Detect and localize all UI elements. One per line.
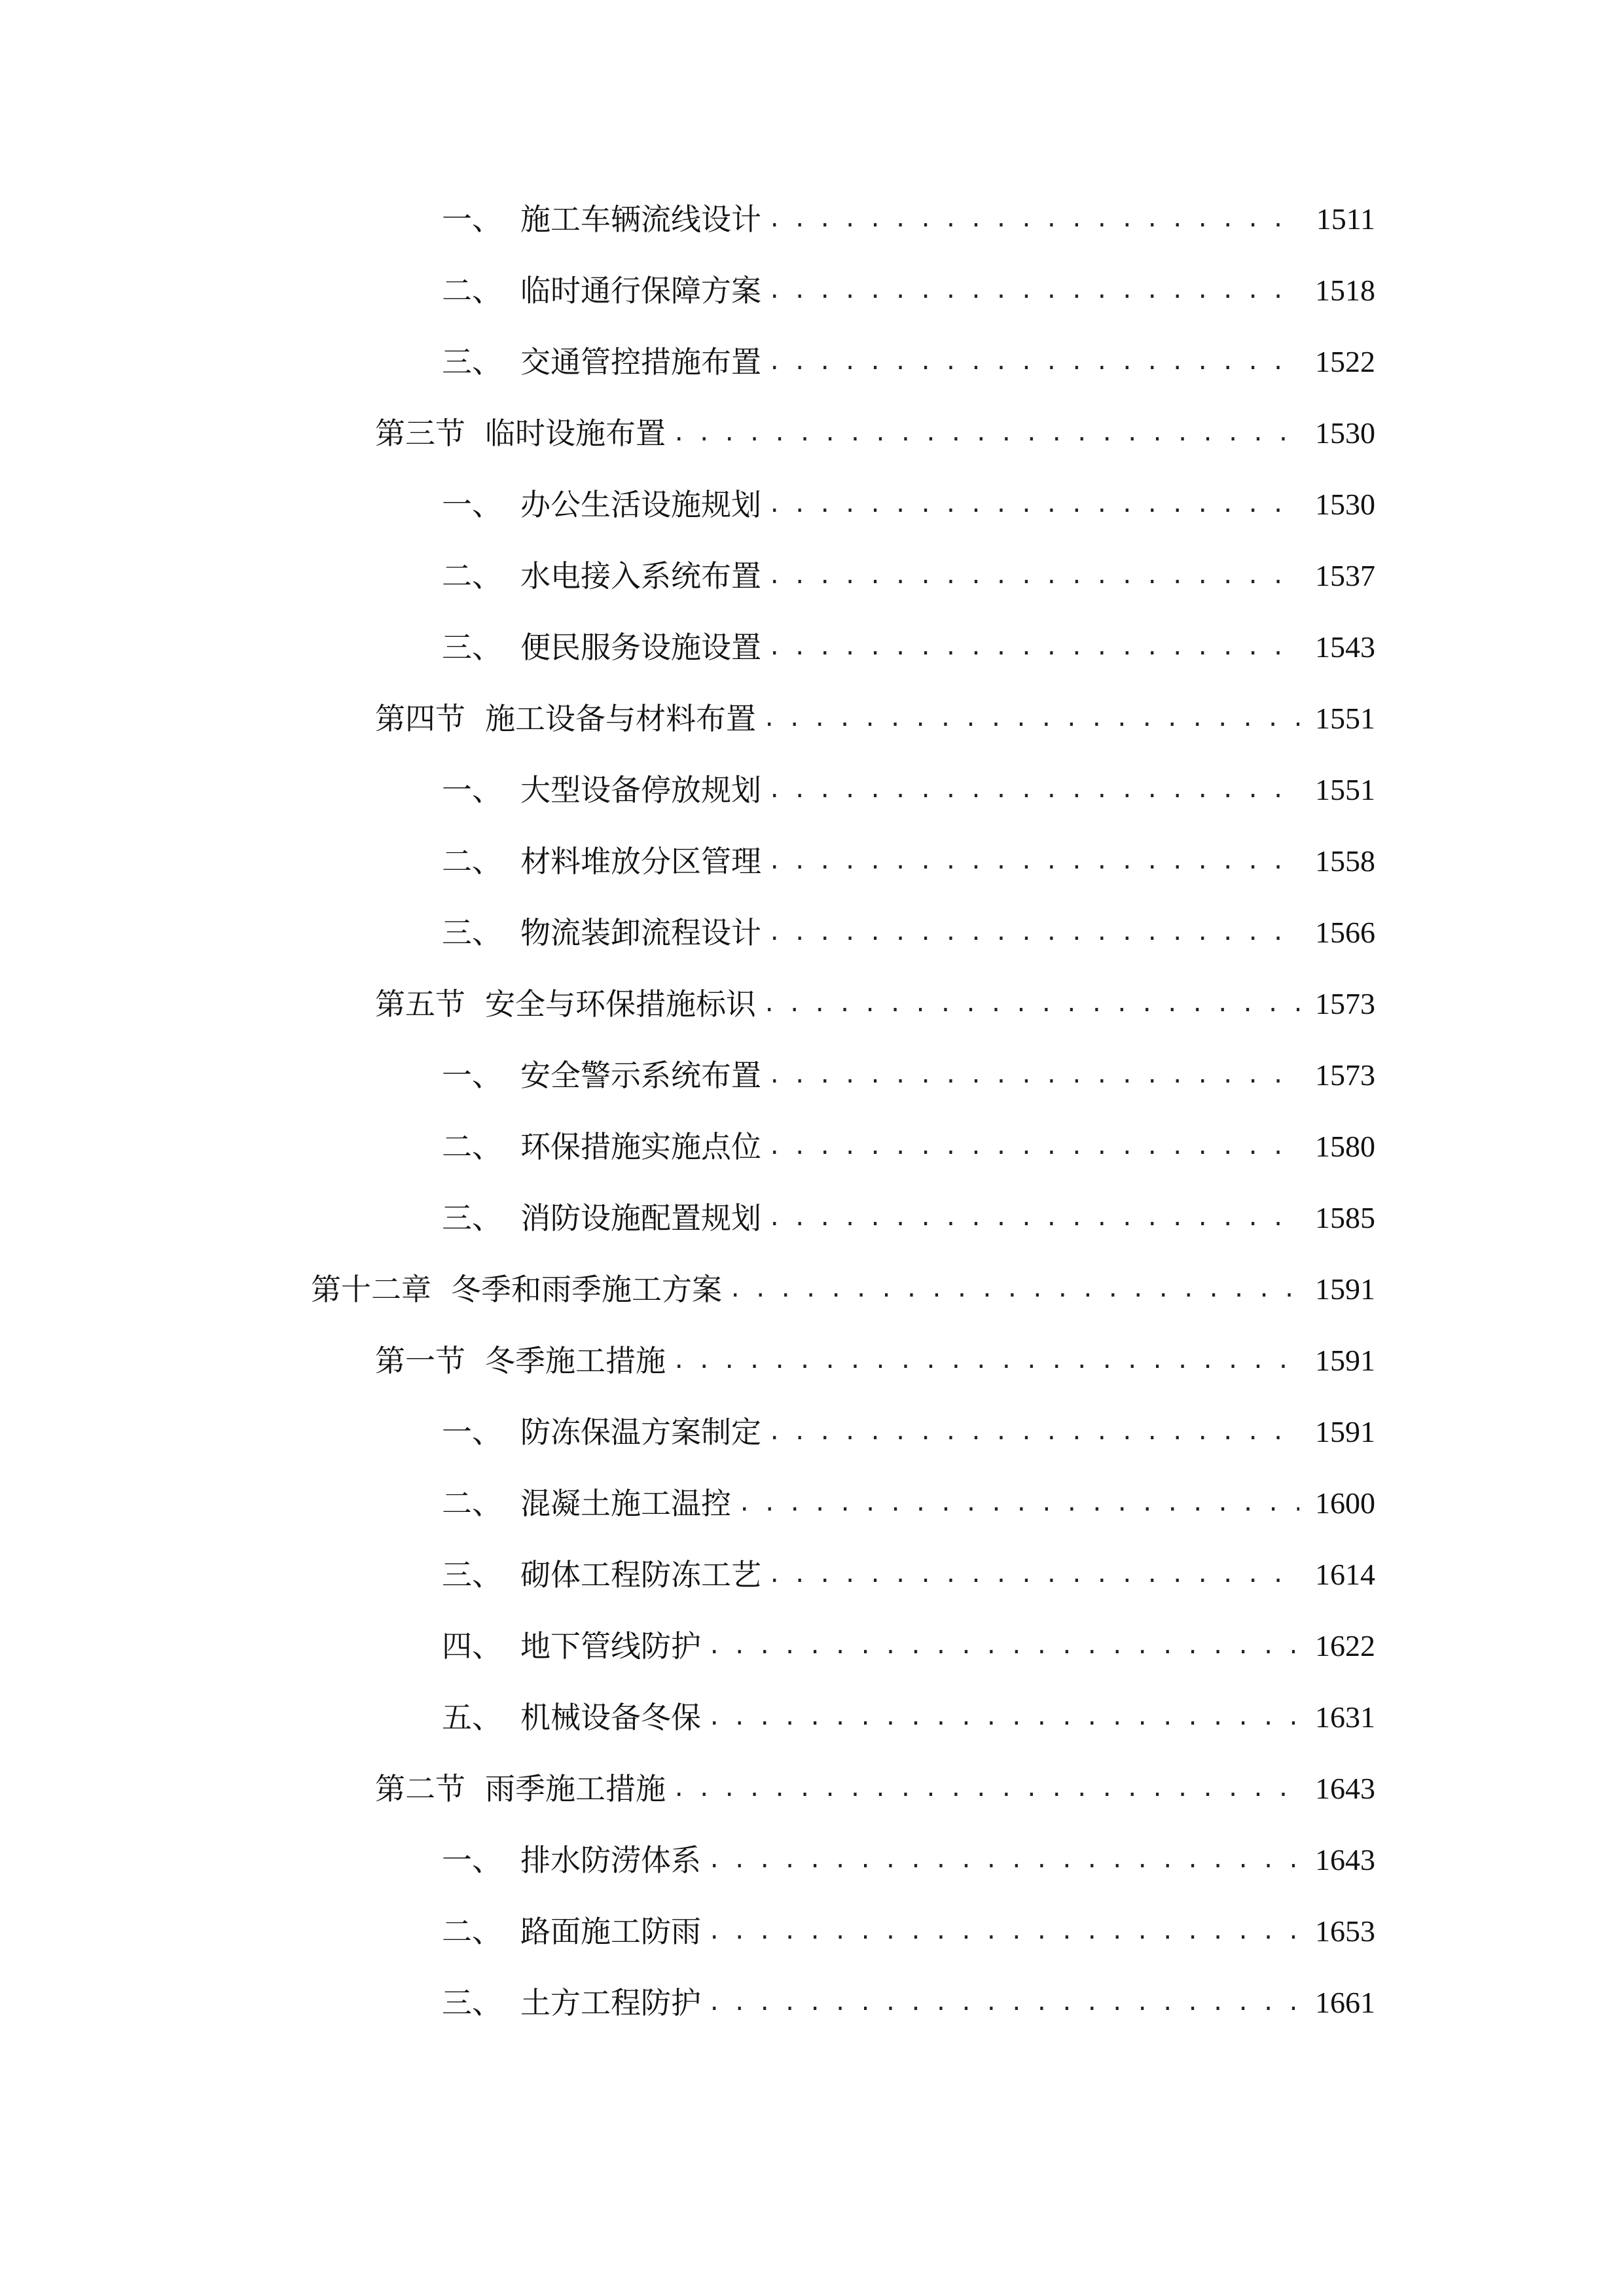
toc-entry-page: 1631	[1315, 1700, 1375, 1734]
toc-entry-page: 1600	[1315, 1486, 1375, 1520]
toc-entry-title: 临时通行保障方案	[520, 273, 761, 308]
toc-entry[interactable]	[442, 906, 1375, 959]
toc-entry-page: 1530	[1315, 416, 1375, 450]
toc-entry-page: 1551	[1315, 773, 1375, 806]
toc-entry-page: 1537	[1315, 559, 1375, 592]
toc-dot-leader	[672, 407, 1299, 459]
toc-entry-page: 1566	[1315, 916, 1375, 949]
toc-entry-number: 一、	[442, 772, 502, 808]
toc-entry-page: 1585	[1315, 1201, 1375, 1234]
toc-entry-title: 冬季施工措施	[485, 1343, 666, 1378]
toc-entry-number: 三、	[442, 915, 502, 950]
toc-entry-page: 1591	[1315, 1344, 1375, 1377]
toc-entry-number: 五、	[442, 1700, 502, 1735]
toc-entry-number: 三、	[442, 1200, 502, 1236]
toc-entry[interactable]	[442, 1121, 1375, 1173]
toc-entry[interactable]	[442, 621, 1375, 673]
toc-entry-title: 机械设备冬保	[520, 1700, 701, 1735]
toc-section-entry[interactable]	[375, 1335, 1375, 1387]
toc-entry-title: 安全与环保措施标识	[485, 986, 756, 1022]
toc-entry-title: 水电接入系统布置	[520, 558, 761, 594]
toc-entry-page: 1522	[1315, 345, 1375, 378]
toc-entry-title: 交通管控措施布置	[520, 344, 761, 380]
toc-section-entry[interactable]	[375, 1763, 1375, 1815]
toc-entry-number: 一、	[442, 1414, 502, 1450]
toc-dot-leader	[768, 764, 1299, 816]
toc-entry-number: 一、	[442, 487, 502, 522]
toc-dot-leader	[768, 1406, 1299, 1458]
toc-entry-title: 施工设备与材料布置	[485, 701, 756, 736]
toc-dot-leader	[768, 835, 1299, 888]
toc-entry-title: 土方工程防护	[520, 1985, 701, 2020]
toc-entry-page: 1622	[1315, 1629, 1375, 1662]
toc-entry[interactable]	[442, 1620, 1375, 1672]
toc-entry-number: 一、	[442, 1842, 502, 1878]
toc-entry[interactable]	[442, 1477, 1375, 1530]
toc-dot-leader	[768, 621, 1299, 673]
toc-entry-title: 物流装卸流程设计	[520, 915, 761, 950]
toc-entry-title: 混凝土施工温控	[520, 1486, 731, 1521]
toc-entry-number: 二、	[442, 1486, 502, 1521]
toc-entry-title: 安全警示系统布置	[520, 1058, 761, 1093]
toc-entry-title: 环保措施实施点位	[520, 1129, 761, 1164]
toc-entry-page: 1591	[1315, 1415, 1375, 1448]
toc-entry[interactable]	[442, 1977, 1375, 2029]
toc-entry-title: 办公生活设施规划	[520, 487, 761, 522]
toc-entry-number: 第三节	[375, 416, 465, 451]
toc-dot-leader	[768, 1049, 1299, 1102]
toc-entry-number: 四、	[442, 1628, 502, 1664]
toc-entry-page: 1614	[1315, 1558, 1375, 1591]
toc-entry-number: 二、	[442, 1914, 502, 1949]
toc-section-entry[interactable]	[375, 407, 1375, 459]
toc-dot-leader	[768, 478, 1299, 531]
toc-entry-page: 1573	[1315, 987, 1375, 1020]
toc-entry-page: 1530	[1315, 488, 1375, 521]
toc-entry-title: 地下管线防护	[520, 1628, 701, 1664]
toc-entry-number: 三、	[442, 630, 502, 665]
toc-entry-number: 第五节	[375, 986, 465, 1022]
toc-entry-title: 便民服务设施设置	[520, 630, 761, 665]
toc-entry-number: 二、	[442, 273, 502, 308]
toc-dot-leader	[708, 1691, 1299, 1744]
toc-entry[interactable]	[442, 1406, 1375, 1458]
toc-entry[interactable]	[442, 1834, 1375, 1886]
toc-entry[interactable]	[442, 1905, 1375, 1958]
toc-dot-leader	[672, 1335, 1299, 1387]
toc-entry[interactable]	[442, 1691, 1375, 1744]
toc-dot-leader	[768, 264, 1299, 317]
toc-entry-title: 大型设备停放规划	[520, 772, 761, 808]
toc-dot-leader	[708, 1834, 1299, 1886]
toc-entry-title: 消防设施配置规划	[520, 1200, 761, 1236]
toc-entry-number: 二、	[442, 558, 502, 594]
toc-section-entry[interactable]	[375, 692, 1375, 745]
toc-dot-leader	[768, 906, 1299, 959]
toc-entry-page: 1551	[1315, 702, 1375, 735]
toc-dot-leader	[768, 193, 1299, 245]
toc-entry-number: 第一节	[375, 1343, 465, 1378]
toc-entry-title: 排水防涝体系	[520, 1842, 701, 1878]
toc-entry[interactable]	[442, 264, 1375, 317]
toc-entry-number: 二、	[442, 1129, 502, 1164]
toc-entry-page: 1558	[1315, 844, 1375, 878]
toc-entry-page: 1591	[1315, 1272, 1375, 1306]
toc-dot-leader	[768, 1549, 1299, 1601]
toc-entry[interactable]	[442, 764, 1375, 816]
toc-entry-title: 施工车辆流线设计	[520, 202, 761, 237]
toc-entry-title: 临时设施布置	[485, 416, 666, 451]
toc-chapter-entry[interactable]	[311, 1263, 1375, 1316]
toc-entry[interactable]	[442, 193, 1375, 245]
toc-dot-leader	[763, 692, 1299, 745]
toc-entry-number: 第二节	[375, 1771, 465, 1806]
toc-entry-number: 三、	[442, 1557, 502, 1592]
toc-entry-page: 1653	[1315, 1914, 1375, 1948]
toc-dot-leader	[763, 978, 1299, 1030]
toc-entry-title: 防冻保温方案制定	[520, 1414, 761, 1450]
toc-entry-page: 1643	[1315, 1843, 1375, 1876]
toc-dot-leader	[738, 1477, 1299, 1530]
toc-entry-page: 1518	[1315, 274, 1375, 307]
toc-section-entry[interactable]	[375, 978, 1375, 1030]
toc-entry-title: 砌体工程防冻工艺	[520, 1557, 761, 1592]
toc-entry-number: 第十二章	[311, 1272, 431, 1307]
toc-entry-title: 冬季和雨季施工方案	[451, 1272, 722, 1307]
toc-entry-number: 三、	[442, 344, 502, 380]
toc-entry-number: 三、	[442, 1985, 502, 2020]
toc-entry[interactable]	[442, 478, 1375, 531]
toc-entry-page: 1643	[1315, 1772, 1375, 1805]
toc-dot-leader	[729, 1263, 1299, 1316]
toc-dot-leader	[708, 1977, 1299, 2029]
toc-entry[interactable]	[442, 1549, 1375, 1601]
toc-entry-number: 一、	[442, 202, 502, 237]
toc-dot-leader	[768, 336, 1299, 388]
toc-entry-title: 路面施工防雨	[520, 1914, 701, 1949]
toc-entry-page: 1511	[1316, 202, 1375, 236]
toc-entry[interactable]	[442, 336, 1375, 388]
toc-entry-page: 1661	[1315, 1986, 1375, 2019]
toc-dot-leader	[768, 1121, 1299, 1173]
toc-dot-leader	[768, 1192, 1299, 1244]
toc-entry[interactable]	[442, 550, 1375, 602]
toc-entry-number: 二、	[442, 844, 502, 879]
toc-dot-leader	[768, 550, 1299, 602]
toc-entry-number: 一、	[442, 1058, 502, 1093]
toc-entry-page: 1580	[1315, 1130, 1375, 1163]
toc-entry-title: 材料堆放分区管理	[520, 844, 761, 879]
toc-entry-page: 1573	[1315, 1058, 1375, 1092]
toc-entry[interactable]	[442, 835, 1375, 888]
toc-entry-number: 第四节	[375, 701, 465, 736]
toc-entry-title: 雨季施工措施	[485, 1771, 666, 1806]
toc-dot-leader	[672, 1763, 1299, 1815]
toc-dot-leader	[708, 1905, 1299, 1958]
toc-dot-leader	[708, 1620, 1299, 1672]
toc-entry[interactable]	[442, 1192, 1375, 1244]
toc-entry-page: 1543	[1315, 630, 1375, 664]
toc-entry[interactable]	[442, 1049, 1375, 1102]
